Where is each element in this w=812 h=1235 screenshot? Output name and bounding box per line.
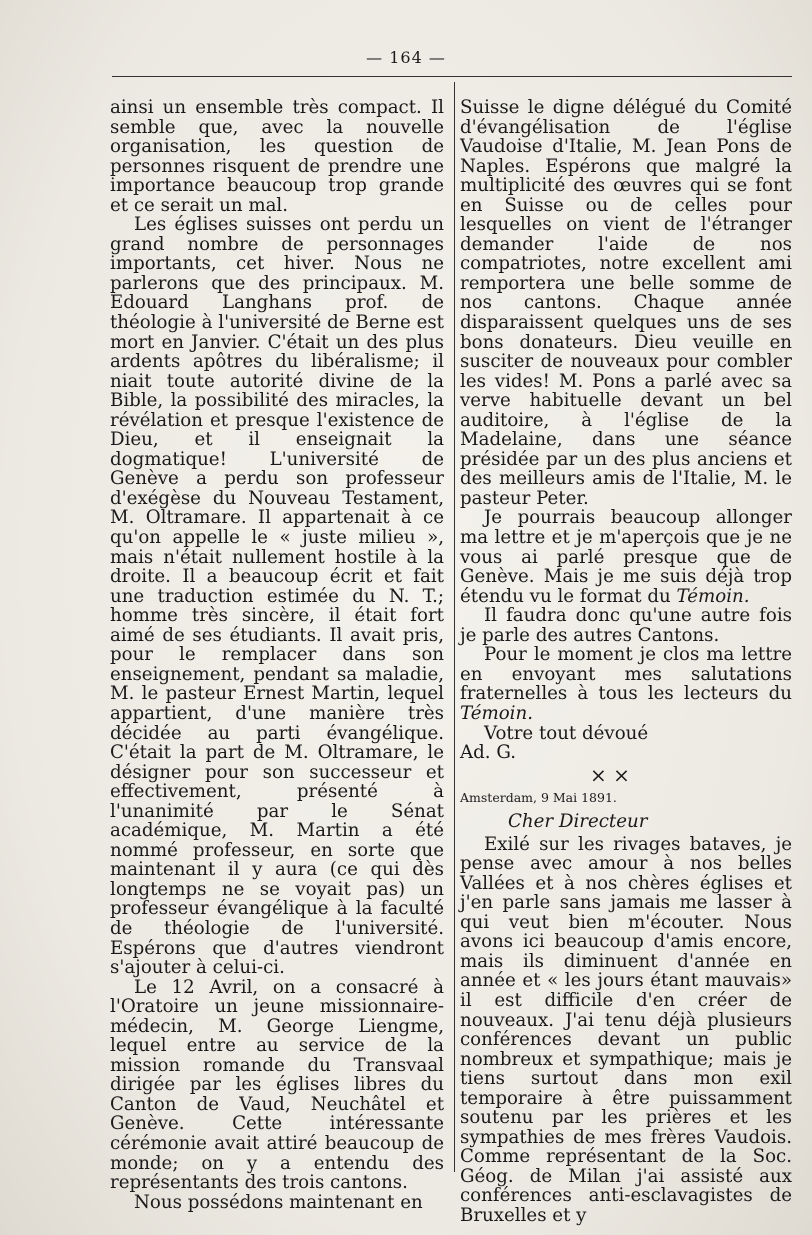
header-rule bbox=[112, 76, 792, 77]
section-separator: × × bbox=[590, 762, 630, 787]
paragraph: Suisse le digne délégué du Comité d'évangélisation de l'église Vaudoise d'Italie, M. Jean Pons de Naples. Espérons que malgré la multiplicité des œuvres qui se font en Suisse ou de celles pour lesquelles on vient de l'étranger demander l'aide de nos compatriotes, notre excellent ami remportera une belle somme de nos cantons. Chaque année disparaissent quelques uns de ses bons donateurs. Dieu veuille en susciter de nouveaux pour combler les vides! M. Pons a parlé avec sa verve habituelle devant un bel auditoire, à l'église de la Madelaine, dans une séance présidée par un des plus anciens et des meilleurs amis de l'Italie, M. le pasteur Peter. bbox=[460, 97, 792, 509]
paragraph: Exilé sur les rivages bataves, je pense avec amour à nos belles Vallées et à nos chères églises et j'en parle sans jamais me lasser à qui veut bien m'écouter. Nous avons ici beaucoup d'amis encore, mais ils diminuent d'année en année et « les jours étant mauvais» il est difficile d'en créer de nouveaux. J'ai tenu déjà plusieurs conférences devant un public nombreux et sympathique; mais je tiens surtout dans mon exil temporaire à être puissamment soutenu par les prières et les sympathies de mes frères Vaudois. Comme représentant de la Soc. Géog. de Milan j'ai assisté aux conférences anti-esclavagistes de Bruxelles et y bbox=[460, 833, 792, 1226]
paragraph-text: Pour le moment je clos ma lettre en envoyant mes salutations fraternelles à tous les lecteurs du bbox=[460, 644, 792, 705]
dateline: Amsterdam, 9 Mai 1891. bbox=[460, 789, 617, 805]
closing: Votre tout dévoué bbox=[484, 722, 649, 744]
signature: Ad. G. bbox=[460, 742, 517, 764]
salutation: Cher Directeur bbox=[508, 810, 648, 832]
journal-title: Témoin. bbox=[460, 702, 533, 724]
paragraph: Il faudra donc qu'une autre fois je parle des autres Cantons. bbox=[460, 605, 792, 646]
journal-title: Témoin. bbox=[676, 585, 750, 607]
paragraph-text: Je pourrais beaucoup allonger ma lettre et je m'aperçois que je ne vous ai parlé presque que de Genève. Mais je me suis déjà trop étendu vu le format du bbox=[460, 507, 792, 607]
page-number: — 164 — bbox=[366, 48, 446, 67]
paragraph: Nous possédons maintenant en bbox=[134, 1191, 423, 1213]
column-divider bbox=[454, 82, 455, 1172]
paragraph: Le 12 Avril, on a consacré à l'Oratoire un jeune missionnaire-médecin, M. George Liengme, lequel entre au service de la mission romande du Transvaal dirigée par les églises libres du Canton de Vaud, Neuchâtel et Genève. Cette intéressante cérémonie avait attiré beaucoup de monde; on y a entendu des représentants des trois cantons. bbox=[110, 976, 444, 1194]
paragraph: ainsi un ensemble très compact. Il semble que, avec la nouvelle organisation, les question de personnes risquent de prendre une importance beaucoup trop grande et ce serait un mal. bbox=[110, 97, 444, 216]
right-column bbox=[460, 98, 792, 1226]
paragraph: Les églises suisses ont perdu un grand nombre de personnages importants, cet hiver. Nous ne parlerons que des principaux. M. Edouard Langhans prof. de théologie à l'université de Berne est mort en Janvier. C'était un des plus ardents apôtres du libéralisme; il niait toute autorité divine de la Bible, la possibilité des miracles, la révélation et presque l'existence de Dieu, et il enseignait la dogmatique! L'université de Genève a perdu son professeur d'exégèse du Nouveau Testament, M. Oltramare. Il appartenait à ce qu'on appelle le « juste milieu », mais n'était nullement hostile à la droite. Il a beaucoup écrit et fait une traduction estimée du N. T.; homme très sincère, il était fort aimé de ses étudiants. Il avait pris, pour le remplacer dans son enseignement, pendant sa maladie, M. le pasteur Ernest Martin, lequel appartient, d'une manière très décidée au parti évangélique. C'était la part de M. Oltramare, le désigner pour son successeur et effectivement, présenté à l'unanimité par le Sénat académique, M. Martin a été nommé professeur, en sorte que maintenant il y aura (ce qui dès longtemps ne se voyait pas) un professeur évangélique à la faculté de théologie de l'université. Espérons que d'autres viendront s'ajouter à celui-ci. bbox=[110, 214, 444, 979]
left-column bbox=[110, 98, 444, 1212]
paragraph bbox=[460, 645, 792, 723]
paragraph bbox=[460, 508, 792, 606]
